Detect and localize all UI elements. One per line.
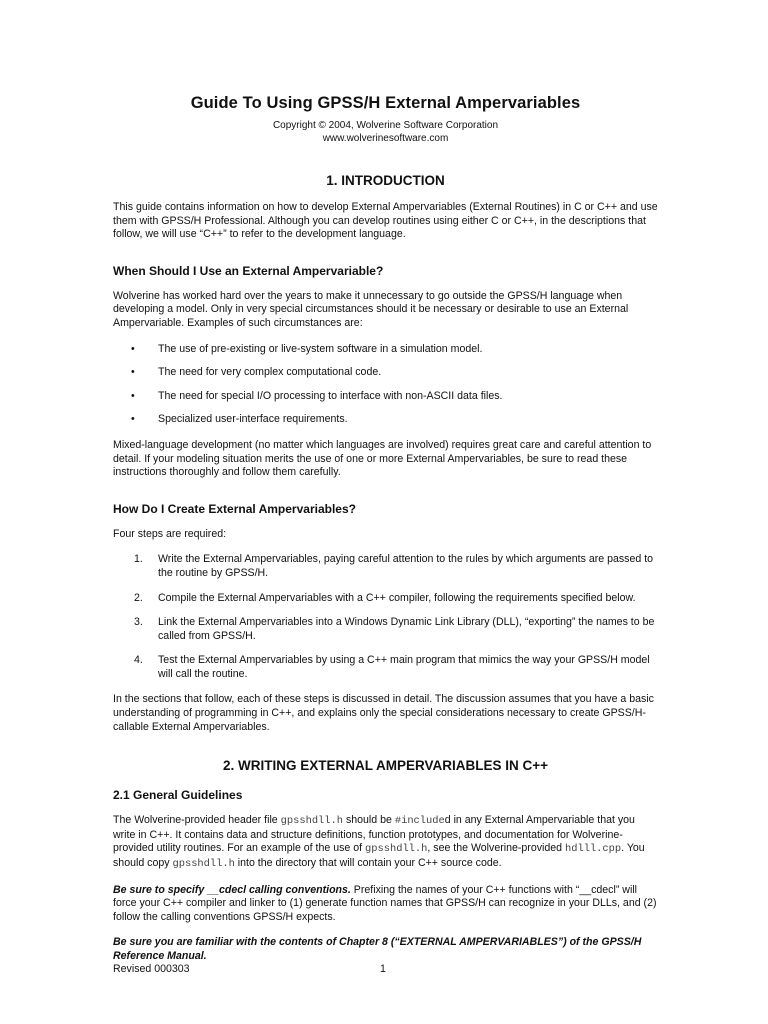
page-number: 1	[380, 963, 386, 975]
bullet-marker: •	[131, 342, 135, 355]
section-heading-writing: 2. WRITING EXTERNAL AMPERVARIABLES IN C++	[222, 758, 549, 774]
list-item	[113, 592, 658, 606]
sections-follow-paragraph: In the sections that follow, each of these steps is discussed in detail. The discussion assumes that you have a basic understanding of programming in C++, and explains only the special considerations necessary to create GPSS/H-callable External Ampervariables.	[113, 693, 654, 733]
revision-label: Revised 000303	[113, 963, 190, 975]
list-item-text: The need for very complex computational code.	[158, 366, 382, 379]
step-text: Write the External Ampervariables, paying careful attention to the rules by which arguments are passed to the routine by GPSS/H.	[158, 553, 654, 579]
step-number: 1.	[134, 553, 143, 566]
code-filename: gpsshdll.h	[172, 858, 235, 871]
subheading-how: How Do I Create External Ampervariables?	[113, 501, 356, 516]
list-item	[113, 553, 658, 580]
text-run: . You should copy	[113, 842, 645, 870]
list-item	[113, 390, 658, 404]
list-item	[113, 413, 658, 427]
bullet-marker: •	[131, 413, 135, 426]
list-item-text: The need for special I/O processing to interface with non-ASCII data files.	[158, 389, 503, 402]
step-number: 4.	[134, 654, 143, 667]
circumstances-list	[113, 343, 658, 427]
website-link[interactable]: www.wolverinesoftware.com	[322, 132, 449, 144]
header-file-paragraph	[113, 814, 658, 871]
text-run: d in any External Ampervariable that you write in C++. It contains data and structure definitions, function prototypes, and documentation for Wolverine-provided utility routines. For an example of the use of	[113, 814, 635, 855]
code-filename: gpsshdll.h	[365, 843, 428, 856]
list-item-text: Specialized user-interface requirements.	[158, 413, 348, 426]
page-footer	[113, 963, 658, 977]
cdecl-paragraph	[113, 884, 658, 925]
intro-paragraph: This guide contains information on how to develop External Ampervariables (External Routines) in C or C++ and use them with GPSS/H Professional. Although you can develop routines using either C or C++, in the descriptions that follow, we will use “C++” to refer to the development language.	[113, 201, 658, 241]
code-filename: gpsshdll.h	[280, 815, 343, 828]
text-run: The Wolverine-provided header file	[113, 814, 281, 827]
reference-manual-note: Be sure you are familiar with the contents of Chapter 8 (“EXTERNAL AMPERVARIABLES”) of the GPSS/H Reference Manual.	[113, 936, 642, 962]
section-heading-introduction: 1. INTRODUCTION	[326, 173, 445, 188]
step-text: Link the External Ampervariables into a Windows Dynamic Link Library (DLL), “exporting” the names to be called from GPSS/H.	[158, 616, 655, 642]
steps-intro: Four steps are required:	[113, 527, 227, 540]
list-item	[113, 366, 658, 380]
list-item	[113, 654, 658, 681]
copyright-line: Copyright © 2004, Wolverine Software Corporation	[272, 120, 499, 131]
page-content	[113, 94, 658, 964]
text-run: should be	[343, 814, 395, 827]
text-run: , see the Wolverine-provided	[427, 842, 565, 855]
steps-list	[113, 553, 658, 681]
cdecl-emphasis: Be sure to specify __cdecl calling conventions.	[113, 883, 351, 896]
step-text: Test the External Ampervariables by using a C++ main program that mimics the way your GPSS/H model will call the routine.	[158, 654, 650, 680]
text-run: into the directory that will contain your C++ source code.	[234, 857, 502, 870]
subheading-general-guidelines: 2.1 General Guidelines	[113, 788, 243, 803]
list-item	[113, 343, 658, 357]
list-item-text: The use of pre-existing or live-system software in a simulation model.	[158, 342, 483, 355]
bullet-marker: •	[131, 389, 135, 402]
code-directive: #include	[394, 815, 445, 828]
document-title: Guide To Using GPSS/H External Ampervariables	[190, 94, 581, 112]
code-filename: hdlll.cpp	[565, 843, 622, 856]
text-run: Prefixing the names of your C++ functions with “__cdecl” will force your C++ compiler and linker to (1) generate function names that GPSS/H can recognize in your DLLs, and (2) follow the calling conventions GPSS/H expects.	[113, 883, 657, 923]
step-text: Compile the External Ampervariables with a C++ compiler, following the requirements specified below.	[158, 591, 636, 604]
step-number: 2.	[134, 591, 143, 604]
when-paragraph: Wolverine has worked hard over the years to make it unnecessary to go outside the GPSS/H language when developing a model. Only in very special circumstances should it be necessary or desirable to use an External Ampervariable. Examples of such circumstances are:	[113, 289, 629, 329]
list-item	[113, 616, 658, 643]
mixed-language-paragraph: Mixed-language development (no matter which languages are involved) requires great care and careful attention to detail. If your modeling situation merits the use of one or more External Ampervariables, be sure to read these instructions thoroughly and follow them carefully.	[113, 438, 652, 479]
step-number: 3.	[134, 616, 143, 629]
subheading-when: When Should I Use an External Ampervariable?	[113, 263, 384, 278]
bullet-marker: •	[131, 366, 135, 379]
